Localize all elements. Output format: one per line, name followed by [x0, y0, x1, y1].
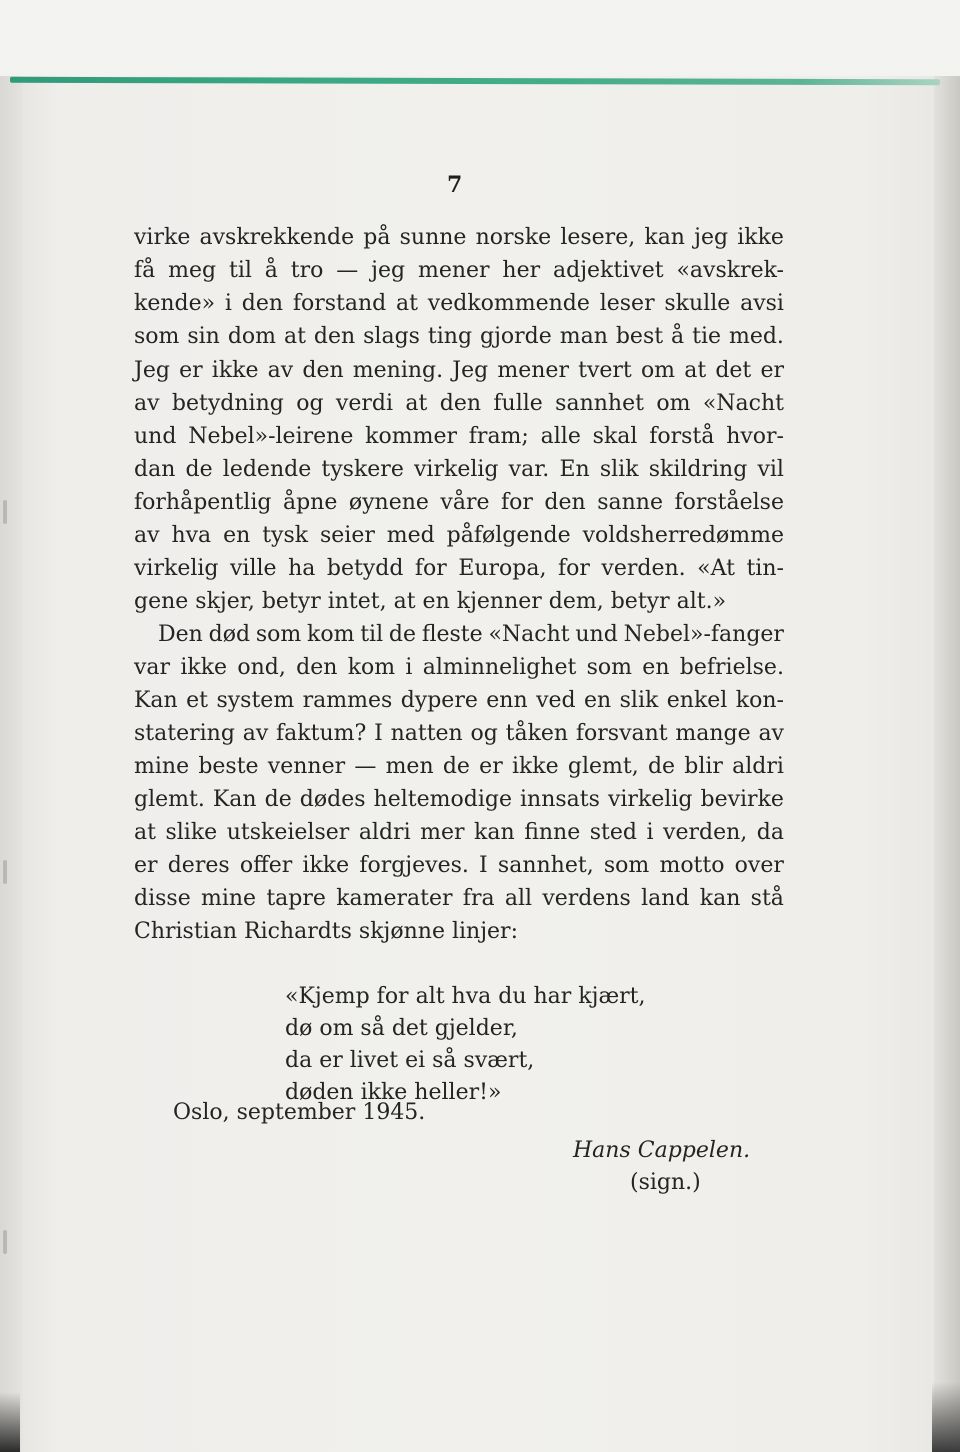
- text-line: glemt. Kan de dødes heltemodige innsats virkelig bevirke: [134, 787, 784, 812]
- text-line: Jeg er ikke av den mening. Jeg mener tvert om at det er: [134, 358, 784, 383]
- text-line: få meg til å tro — jeg mener her adjektivet «avskrek-: [134, 258, 784, 283]
- poem-line: «Kjemp for alt hva du har kjært,: [285, 984, 646, 1009]
- text-line: som sin dom at den slags ting gjorde man best å tie med.: [134, 324, 784, 349]
- text-line: statering av faktum? I natten og tåken forsvant mange av: [134, 721, 784, 746]
- place-date: Oslo, september 1945.: [173, 1100, 426, 1125]
- text-line: Christian Richardts skjønne linjer:: [134, 919, 518, 944]
- binding-stitch: [3, 500, 7, 524]
- text-line: virke avskrekkende på sunne norske lesere, kan jeg ikke: [134, 225, 784, 250]
- page-right-edge: [934, 76, 960, 1452]
- text-line: at slike utskeielser aldri mer kan finne sted i verden, da: [134, 820, 784, 845]
- poem-line: dø om så det gjelder,: [285, 1016, 518, 1041]
- text-line: virkelig ville ha betydd for Europa, for verden. «At tin-: [134, 556, 784, 581]
- text-line: mine beste venner — men de er ikke glemt, de blir aldri: [134, 754, 784, 779]
- text-line: er deres offer ikke forgjeves. I sannhet, som motto over: [134, 853, 784, 878]
- text-line: dan de ledende tyskere virkelig var. En slik skildring vil: [134, 457, 784, 482]
- cover-corner-left: [0, 1392, 20, 1452]
- text-line: forhåpentlig åpne øynene våre for den sanne forståelse: [134, 490, 784, 515]
- binding-stitch: [3, 1230, 7, 1254]
- page-number: 7: [447, 172, 463, 198]
- signature-note: (sign.): [630, 1170, 701, 1195]
- text-line: Den død som kom til de fleste «Nacht und Nebel»-fanger: [158, 622, 784, 647]
- signature: Hans Cappelen.: [573, 1138, 751, 1163]
- text-line: av hva en tysk seier med påfølgende voldsherredømme: [134, 523, 784, 548]
- poem-line: da er livet ei så svært,: [285, 1048, 535, 1073]
- text-line: disse mine tapre kamerater fra all verdens land kan stå: [134, 886, 784, 911]
- text-line: gene skjer, betyr intet, at en kjenner dem, betyr alt.»: [134, 589, 727, 614]
- text-line: und Nebel»-leirene kommer fram; alle skal forstå hvor-: [134, 424, 784, 449]
- text-line: Kan et system rammes dypere enn ved en slik enkel kon-: [134, 688, 784, 713]
- text-line: var ikke ond, den kom i alminnelighet som en befrielse.: [134, 655, 784, 680]
- binding-stitch: [3, 860, 7, 884]
- poem-line: døden ikke heller!»: [285, 1080, 502, 1105]
- text-line: av betydning og verdi at den fulle sannhet om «Nacht: [134, 391, 784, 416]
- cover-corner-right: [932, 1382, 960, 1452]
- text-line: kende» i den forstand at vedkommende leser skulle avsi: [134, 291, 784, 316]
